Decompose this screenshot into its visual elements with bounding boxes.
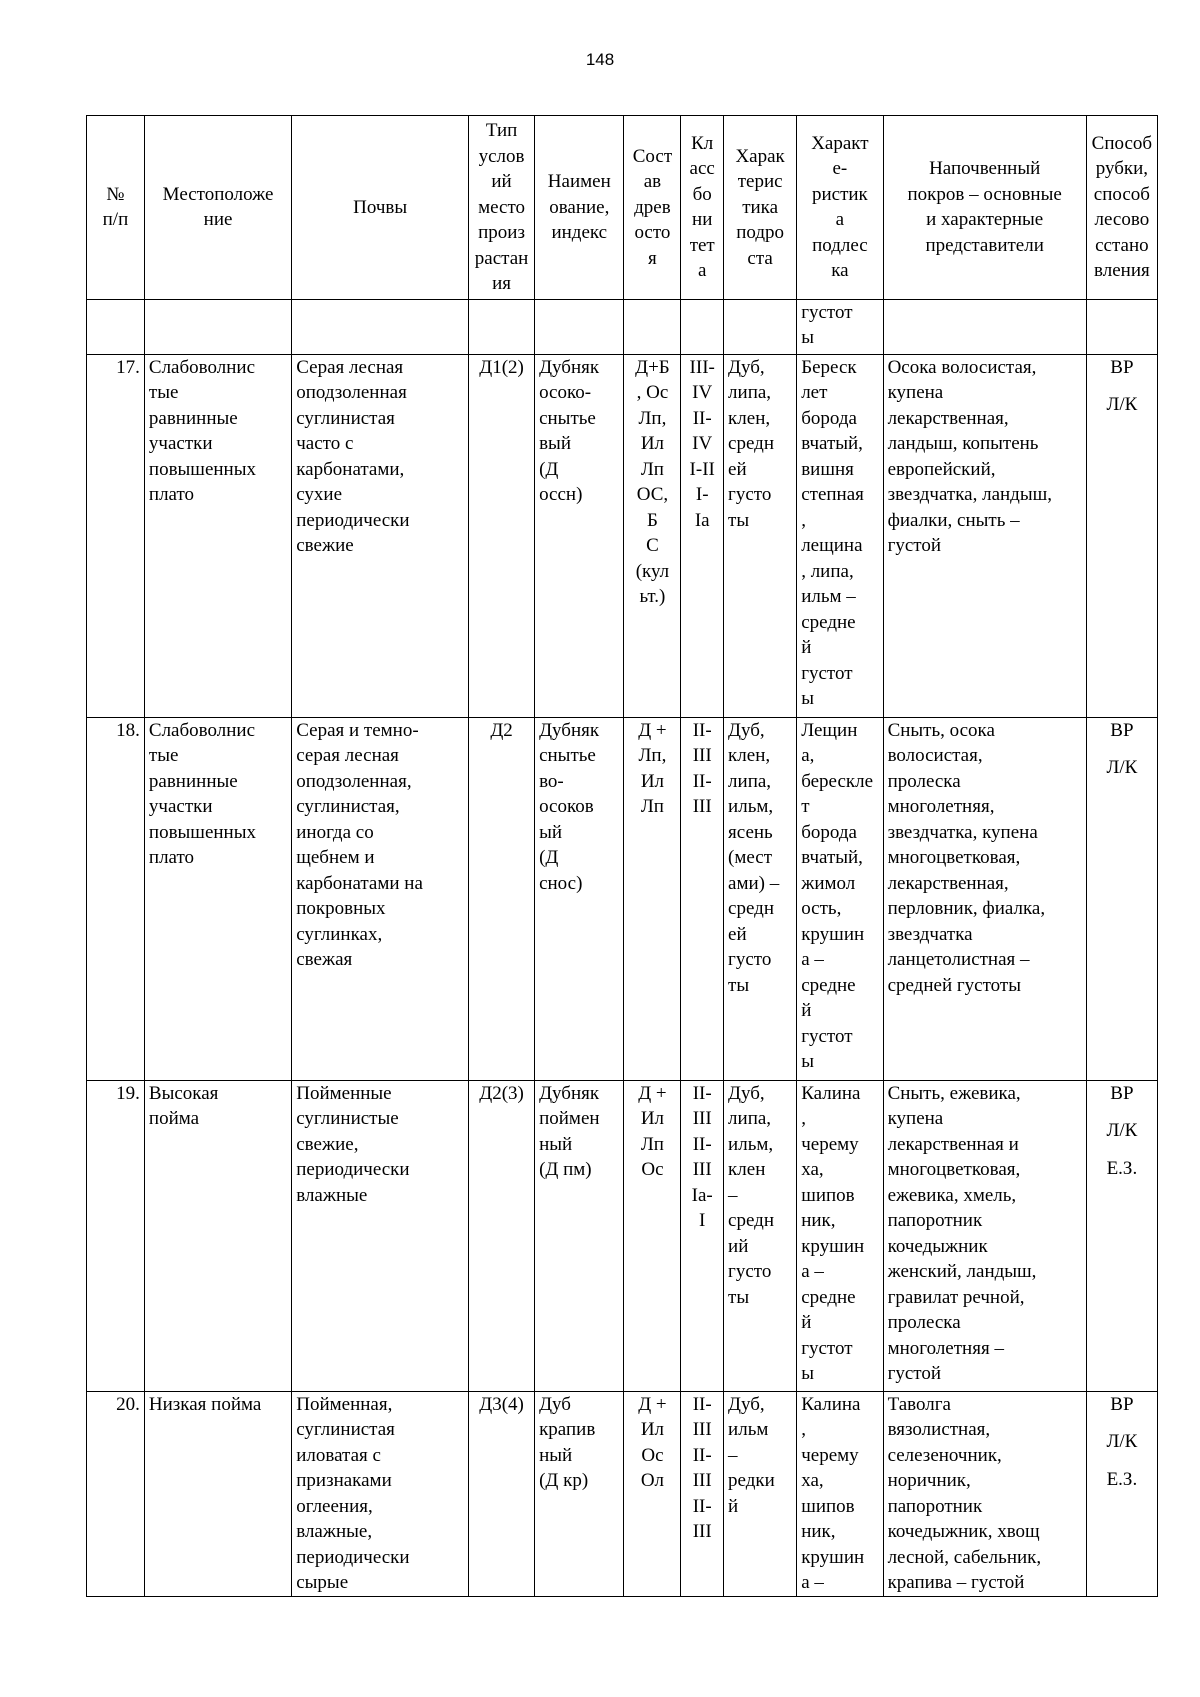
method-label: ВР (1110, 1082, 1134, 1104)
header-ground-cover: Напочвенный покров – основные и характерные представители (883, 116, 1086, 300)
method-label: Л/К (1106, 757, 1138, 778)
site-type-cell: Д2(3) (469, 1080, 535, 1391)
page-number: 148 (585, 50, 615, 69)
soil-cell: Пойменные суглинистые свежие, периодически влажные (292, 1080, 469, 1391)
name-index-cell: Дуб крапив ный (Д кр) (535, 1391, 624, 1596)
location-cell: Слабоволнис тые равнинные участки повышенных плато (144, 354, 291, 717)
bonitet-cell: II- III II- III (681, 717, 724, 1080)
site-type-cell: Д3(4) (469, 1391, 535, 1596)
method-label: Л/К (1106, 394, 1138, 415)
composition-cell: Д + Лп, Ил Лп (624, 717, 681, 1080)
method-label: Е.З. (1106, 1468, 1138, 1490)
table-row-continuation (87, 299, 1158, 354)
soil-cell: Пойменная, суглинистая иловатая с признаками оглеения, влажные, периодически сырые (292, 1391, 469, 1596)
site-type-cell: Д1(2) (469, 354, 535, 717)
header-site-type: Тип услов ий место произ растан ия (469, 116, 535, 300)
row-number: 17. (87, 354, 145, 717)
ground-cover-cell: Таволга вязолистная, селезеночник, норичник, папоротник кочедыжник, хвощ лесной, сабельник, крапива – густой (883, 1391, 1086, 1596)
methods-cell (1086, 717, 1157, 1080)
undergrowth-cell: Лещин а, бересклет борода вчатый, жимол ость, крушин а – средне й густот ы (797, 717, 883, 1080)
bonitet-cell: II- III II- III II- III (681, 1391, 724, 1596)
undergrowth-cell: Калина , черему ха, шипов ник, крушин а – средне й густот ы (797, 1080, 883, 1391)
composition-cell: Д + Ил Ос Ол (624, 1391, 681, 1596)
table-row (87, 717, 1158, 1080)
undergrowth-cell: Береск лет борода вчатый, вишня степная , лещина , липа, ильм – средне й густот ы (797, 354, 883, 717)
composition-cell: Д+Б , Ос Лп, Ил Лп ОС, Б С (кул ьт.) (624, 354, 681, 717)
header-stand-composition: Сост ав древ осто я (624, 116, 681, 300)
undergrowth-cell: Калина , черему ха, шипов ник, крушин а – (797, 1391, 883, 1596)
site-type-cell: Д2 (469, 717, 535, 1080)
row-number: 18. (87, 717, 145, 1080)
location-cell: Низкая пойма (144, 1391, 291, 1596)
table-cell (724, 299, 797, 354)
header-methods: Способ рубки, способ лесово сстано вления (1086, 116, 1157, 300)
location-cell: Слабоволнис тые равнинные участки повышенных плато (144, 717, 291, 1080)
header-bonitet-class: Кл асс бо ни тет а (681, 116, 724, 300)
method-label: Л/К (1106, 1431, 1138, 1452)
method-label: ВР (1110, 356, 1134, 378)
young-growth-cell: Дуб, ильм – редки й (724, 1391, 797, 1596)
header-name-index: Наимен ование, индекс (535, 116, 624, 300)
name-index-cell: Дубняк осоко- снытье вый (Д оссн) (535, 354, 624, 717)
table-cell (144, 299, 291, 354)
methods-cell (1086, 1080, 1157, 1391)
ground-cover-cell: Сныть, ежевика, купена лекарственная и многоцветковая, ежевика, хмель, папоротник кочедыжник женский, ландыш, гравилат речной, пролеска многолетняя – густой (883, 1080, 1086, 1391)
bonitet-cell: III- IV II- IV I-II I- Ia (681, 354, 724, 717)
young-growth-cell: Дуб, липа, ильм, клен – средн ий густо ты (724, 1080, 797, 1391)
row-number: 19. (87, 1080, 145, 1391)
method-label: ВР (1110, 1393, 1134, 1415)
forest-types-table (86, 115, 1158, 1597)
table-row (87, 1080, 1158, 1391)
young-growth-cell: Дуб, липа, клен, средн ей густо ты (724, 354, 797, 717)
composition-cell: Д + Ил Лп Ос (624, 1080, 681, 1391)
name-index-cell: Дубняк поймен ный (Д пм) (535, 1080, 624, 1391)
header-soil: Почвы (292, 116, 469, 300)
header-undergrowth: Характ е- ристик а подлес ка (797, 116, 883, 300)
table-cell (624, 299, 681, 354)
table-cell (469, 299, 535, 354)
header-young-growth: Харак терис тика подро ста (724, 116, 797, 300)
soil-cell: Серая и темно- серая лесная оподзоленная, суглинистая, иногда со щебнем и карбонатами на покровных суглинках, свежая (292, 717, 469, 1080)
table-cell (87, 299, 145, 354)
row-number: 20. (87, 1391, 145, 1596)
table-cell (292, 299, 469, 354)
young-growth-cell: Дуб, клен, липа, ильм, ясень (мест ами) – средн ей густо ты (724, 717, 797, 1080)
header-location: Местоположе ние (144, 116, 291, 300)
name-index-cell: Дубняк снытье во- осоков ый (Д снос) (535, 717, 624, 1080)
table-cell (535, 299, 624, 354)
table-row (87, 1391, 1158, 1596)
ground-cover-cell: Сныть, осока волосистая, пролеска многолетняя, звездчатка, купена многоцветковая, лекарственная, перловник, фиалка, звездчатка ланцетолистная – средней густоты (883, 717, 1086, 1080)
table-cell (883, 299, 1086, 354)
methods-cell (1086, 1391, 1157, 1596)
undergrowth-cell: густот ы (797, 299, 883, 354)
table-header-row (87, 116, 1158, 300)
method-label: ВР (1110, 719, 1134, 741)
bonitet-cell: II- III II- III Ia- I (681, 1080, 724, 1391)
table-row (87, 354, 1158, 717)
ground-cover-cell: Осока волосистая, купена лекарственная, ландыш, копытень европейский, звездчатка, ландыш, фиалки, сныть – густой (883, 354, 1086, 717)
header-number: № п/п (87, 116, 145, 300)
method-label: Е.З. (1106, 1157, 1138, 1179)
table-cell (681, 299, 724, 354)
location-cell: Высокая пойма (144, 1080, 291, 1391)
soil-cell: Серая лесная оподзоленная суглинистая часто с карбонатами, сухие периодически свежие (292, 354, 469, 717)
method-label: Л/К (1106, 1120, 1138, 1141)
methods-cell (1086, 354, 1157, 717)
table-cell (1086, 299, 1157, 354)
